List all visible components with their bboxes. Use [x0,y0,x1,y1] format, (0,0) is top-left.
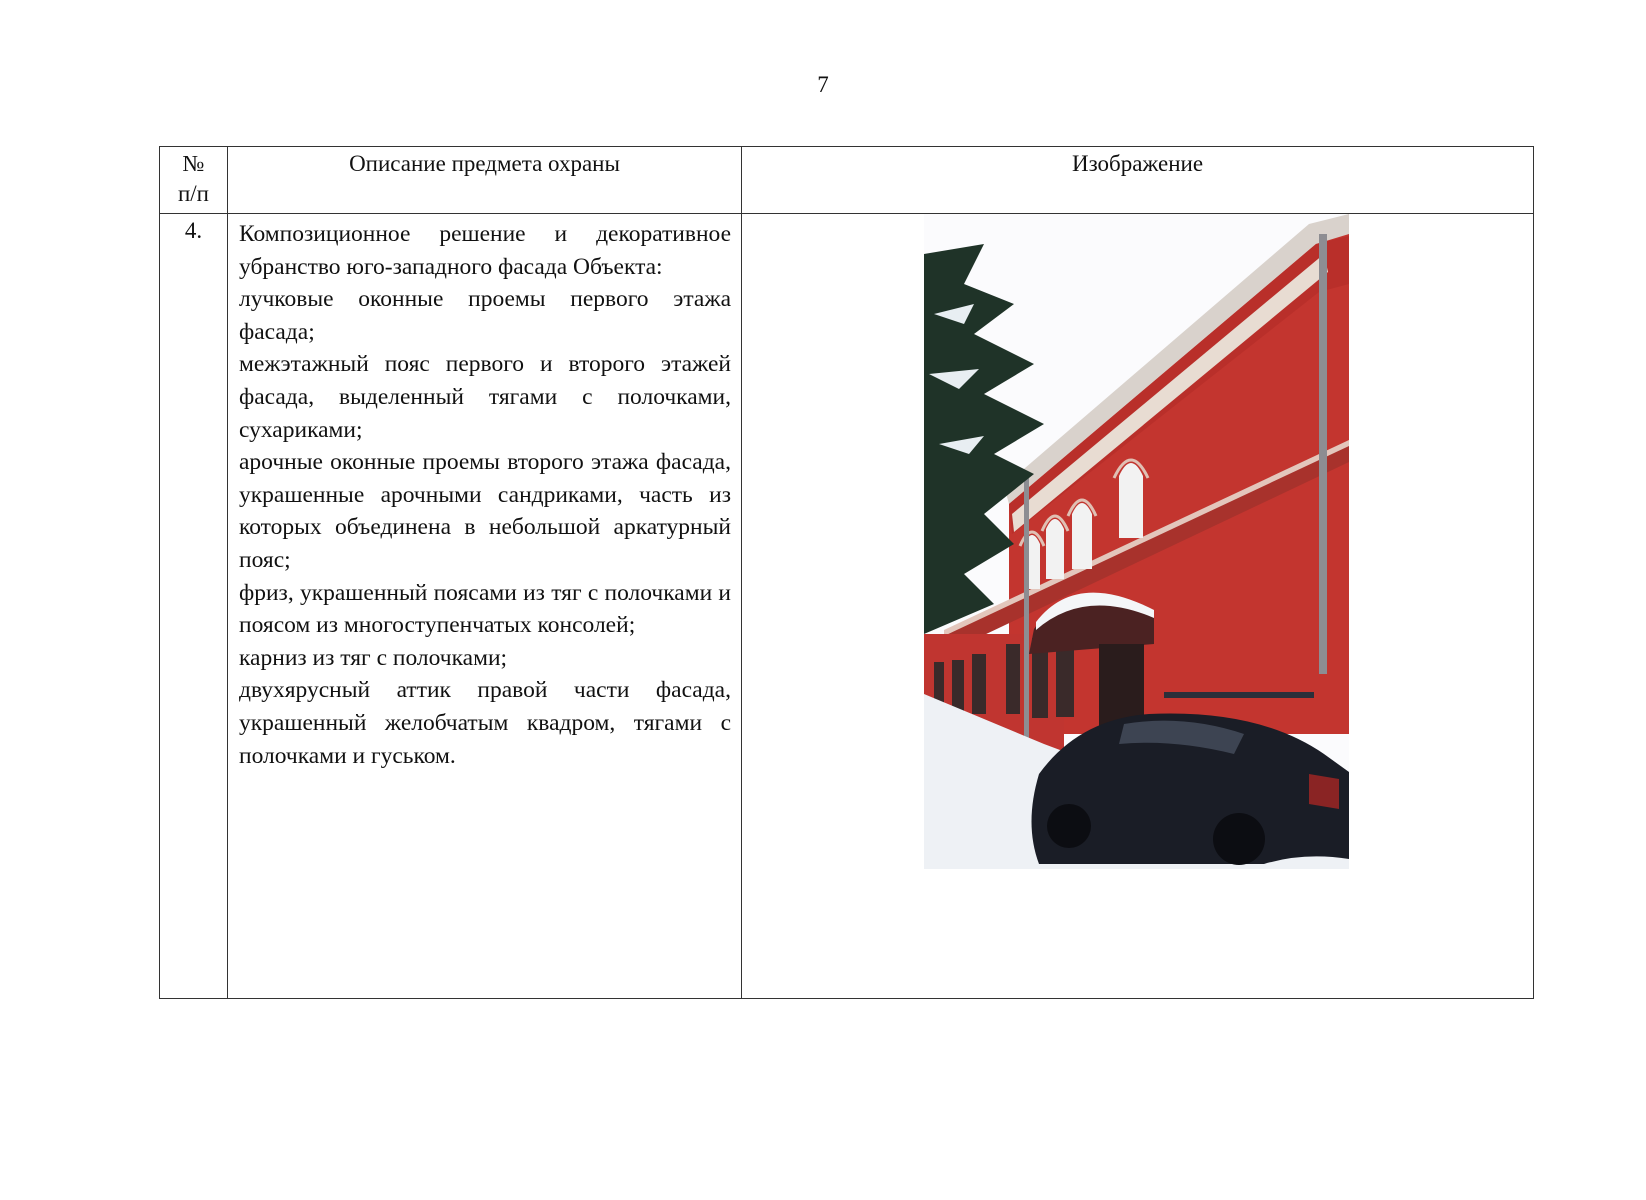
table-row [160,214,1534,999]
table-header-row [160,147,1534,214]
description-line: двухярусный аттик правой части фасада, украшенный желобчатым квадром, тягами с полочками и гуськом. [239,677,731,769]
facade-photo [924,214,1349,869]
page-number: 7 [817,72,829,97]
header-image: Изображение [742,147,1534,214]
row-image [742,214,1534,999]
header-number-sign: № [182,151,205,176]
description-line: фриз, украшенный поясами из тяг с полочками и поясом из многоступенчатых консолей; [239,579,731,639]
row-number: 4. [160,214,228,999]
protection-subject-table [159,146,1534,999]
description-line: межэтажный пояс первого и второго этажей фасада, выделенный тягами с полочками, сухариками; [239,351,731,443]
description-line: арочные оконные проемы второго этажа фасада, украшенные арочными сандриками, часть из которых объединена в небольшой аркатурный пояс; [239,449,731,573]
header-description: Описание предмета охраны [228,147,742,214]
header-number [160,147,228,214]
header-number-abbr: п/п [177,181,209,206]
description-line: лучковые оконные проемы первого этажа фасада; [239,286,731,345]
description-line: карниз из тяг с полочками; [239,644,508,671]
row-description [228,214,742,999]
description-line: Композиционное решение и декоративное убранство юго-западного фасада Объекта: [239,221,731,280]
